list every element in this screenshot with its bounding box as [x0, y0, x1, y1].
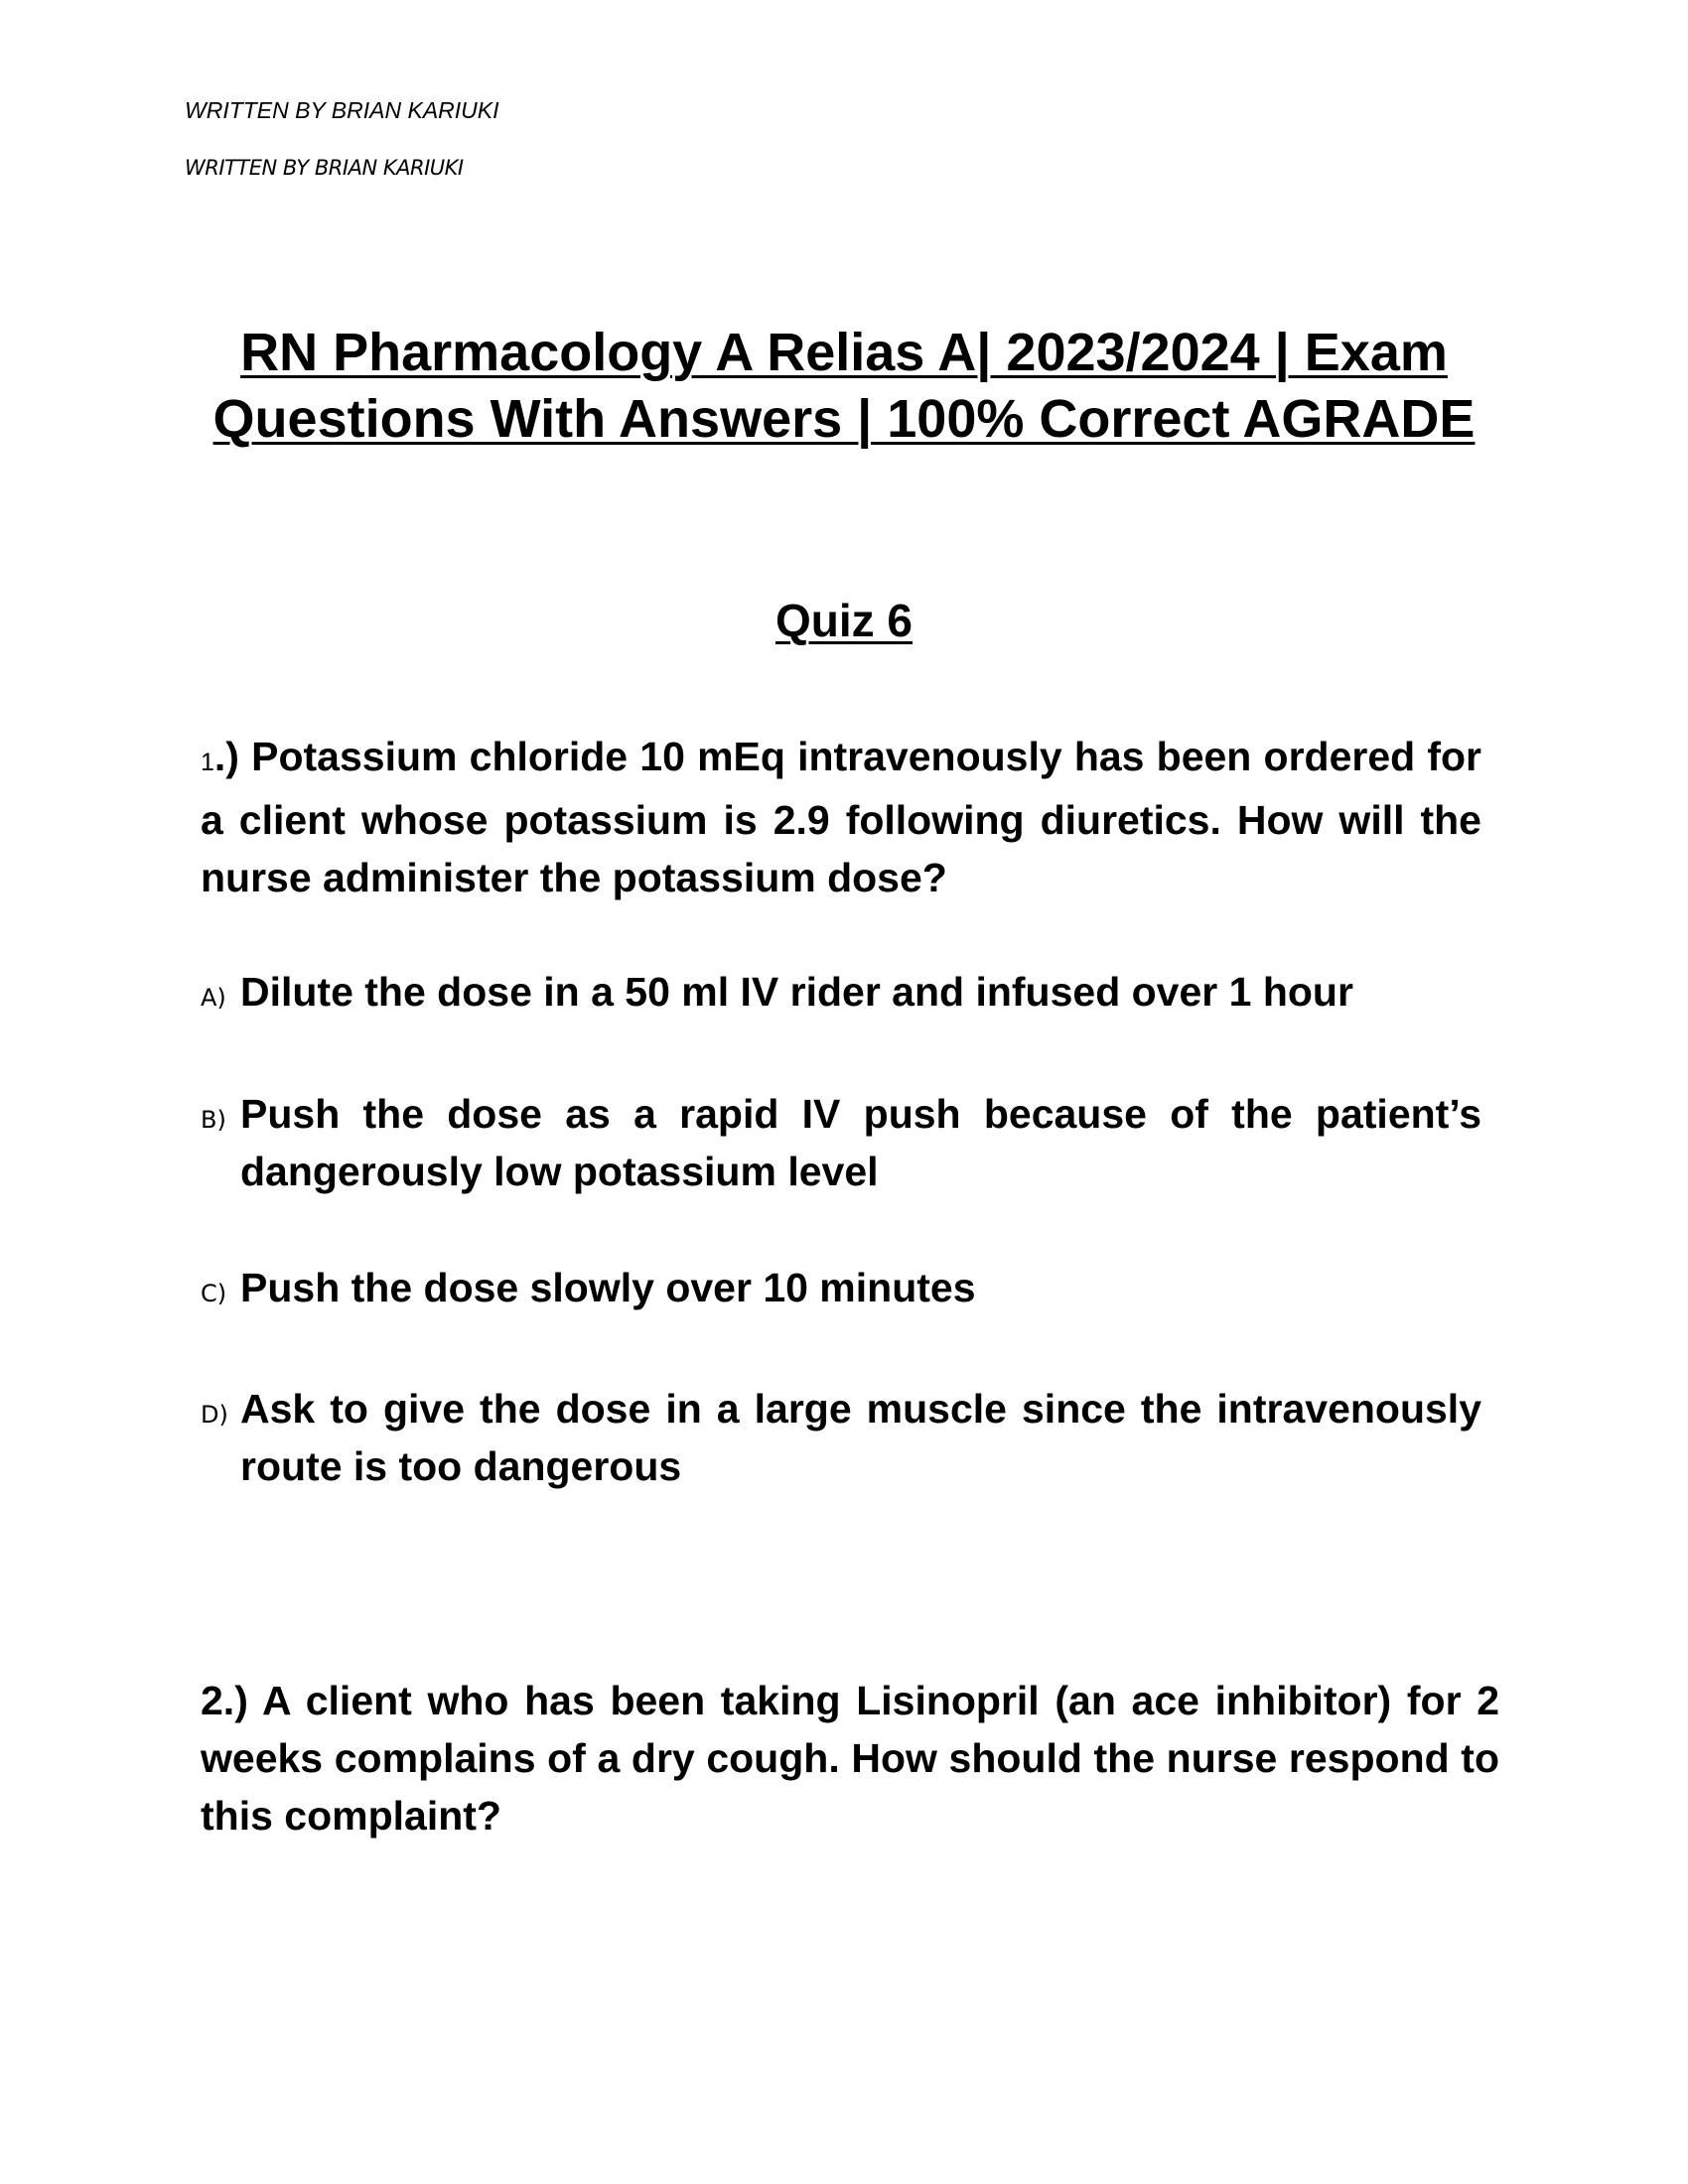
author-header: WRITTEN BY BRIAN KARIUKI: [185, 97, 499, 123]
option-b-text: Push the dose as a rapid IV push because of the patient’s dangerously low potassium level: [240, 1091, 1481, 1194]
author-header-secondary: WRITTEN BY BRIAN KARIUKI: [185, 156, 464, 180]
answer-option-b: [201, 1085, 1481, 1200]
title-line-1: RN Pharmacology A Relias A| 2023/2024 | Exam: [240, 323, 1448, 382]
question-1: [201, 728, 1481, 906]
question-1-text: .) Potassium chloride 10 mEq intravenously has been ordered for a client whose potassium is 2.9 following diuretics. How will the nurse administer the potassium dose?: [201, 734, 1481, 900]
option-c-text: Push the dose slowly over 10 minutes: [240, 1265, 976, 1310]
document-title: [149, 320, 1539, 453]
option-d-text: Ask to give the dose in a large muscle since the intravenously route is too dangerous: [240, 1386, 1481, 1489]
option-a-text: Dilute the dose in a 50 ml IV rider and infused over 1 hour: [240, 969, 1353, 1015]
option-d-letter: D): [201, 1401, 228, 1429]
question-2: 2.) A client who has been taking Lisinopril (an ace inhibitor) for 2 weeks complains of a dry cough. How should the nurse respond to this complaint?: [201, 1678, 1499, 1839]
option-c-letter: C): [201, 1280, 227, 1307]
title-line-2: Questions With Answers | 100% Correct AGRADE: [212, 389, 1476, 449]
answer-option-d: [201, 1380, 1481, 1495]
option-a-letter: A): [201, 984, 226, 1012]
answer-option-a: [201, 963, 1481, 1021]
quiz-heading: Quiz 6: [774, 595, 914, 646]
option-b-letter: B): [201, 1106, 226, 1134]
question-1-number: 1: [201, 749, 214, 776]
answer-option-c: [201, 1259, 1481, 1316]
